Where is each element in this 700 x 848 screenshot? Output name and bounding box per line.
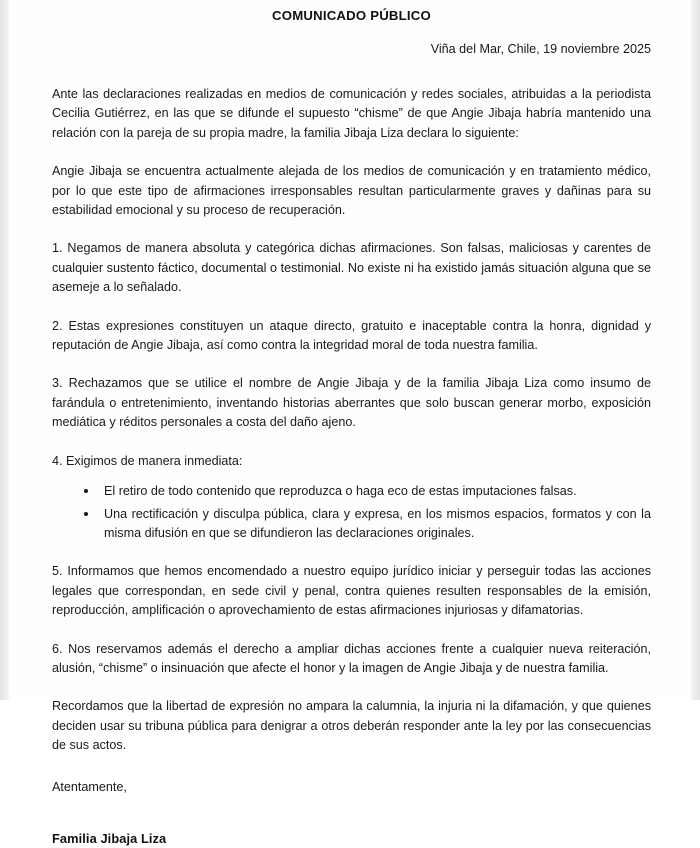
paragraph-item-6: 6. Nos reservamos además el derecho a ampliar dichas acciones frente a cualquier nueva reiteración, alusión, “chisme” o insinuación que afecte el honor y la imagen de Angie Jibaja y de nuestra familia. — [52, 641, 651, 675]
paragraph-item-5: 5. Informamos que hemos encomendado a nuestro equipo jurídico iniciar y perseguir todas las acciones legales que correspondan, en sede civil y penal, contra quienes resulten responsables de la emisión, reproducción, amplificación o aprovechamiento de estas afirmaciones injuriosas y difamatorias. — [52, 564, 651, 618]
document-body — [52, 0, 651, 848]
list-item-label: El retiro de todo contenido que reproduzca o haga eco de estas imputaciones falsas. — [104, 484, 577, 499]
paragraph-item-1: 1. Negamos de manera absoluta y categórica dichas afirmaciones. Son falsas, maliciosas y carentes de cualquier sustento fáctico, documental o testimonial. No existe ni ha existido jamás situación alguna que se asemeje a lo señalado. — [52, 241, 651, 295]
paragraph-reminder: Recordamos que la libertad de expresión no ampara la calumnia, la injuria ni la difamación, y que quienes deciden usar su tribuna pública para denigrar a otros deberán responder ante la ley por las consecuencias de sus actos. — [52, 699, 651, 753]
page-title: COMUNICADO PÚBLICO — [272, 8, 431, 23]
paragraph-context: Angie Jibaja se encuentra actualmente alejada de los medios de comunicación y en tratamiento médico, por lo que este tipo de afirmaciones irresponsables resultan particularmente graves y dañinas para su estabilidad emocional y su proceso de recuperación. — [52, 164, 651, 218]
bullet-icon — [84, 489, 88, 493]
list-item — [52, 502, 651, 544]
demands-list — [52, 471, 651, 543]
paragraph-intro: Ante las declaraciones realizadas en medios de comunicación y redes sociales, atribuidas a la periodista Cecilia Gutiérrez, en las que se difunde el supuesto “chisme” de que Angie Jibaja habría mantenido una relación con la pareja de su propia madre, la familia Jibaja Liza declara lo siguiente: — [52, 87, 651, 140]
bullet-icon — [84, 512, 88, 516]
signature-name: Familia Jibaja Liza — [52, 830, 167, 846]
list-item — [52, 479, 651, 501]
dateline: Viña del Mar, Chile, 19 noviembre 2025 — [430, 42, 651, 56]
paragraph-item-2: 2. Estas expresiones constituyen un ataque directo, gratuito e inaceptable contra la honra, dignidad y reputación de Angie Jibaja, así como contra la integridad moral de toda nuestra familia. — [52, 318, 651, 353]
page-edge-left — [0, 0, 9, 700]
closing-salutation: Atentamente, — [52, 779, 127, 794]
paragraph-item-3: 3. Rechazamos que se utilice el nombre de Angie Jibaja y de la familia Jibaja Liza como insumo de farándula o entretenimiento, inventando historias aberrantes que solo buscan generar morbo, exposición mediática y réditos personales a costa del daño ajeno. — [52, 376, 651, 430]
list-item-label: Una rectificación y disculpa pública, clara y expresa, en los mismos espacios, formatos y con la misma difusión en que se difundieron las declaraciones originales. — [104, 506, 651, 540]
paragraph-item-4: 4. Exigimos de manera inmediata: — [52, 453, 243, 468]
page-edge-right — [691, 0, 700, 700]
page-sheet — [9, 0, 691, 846]
